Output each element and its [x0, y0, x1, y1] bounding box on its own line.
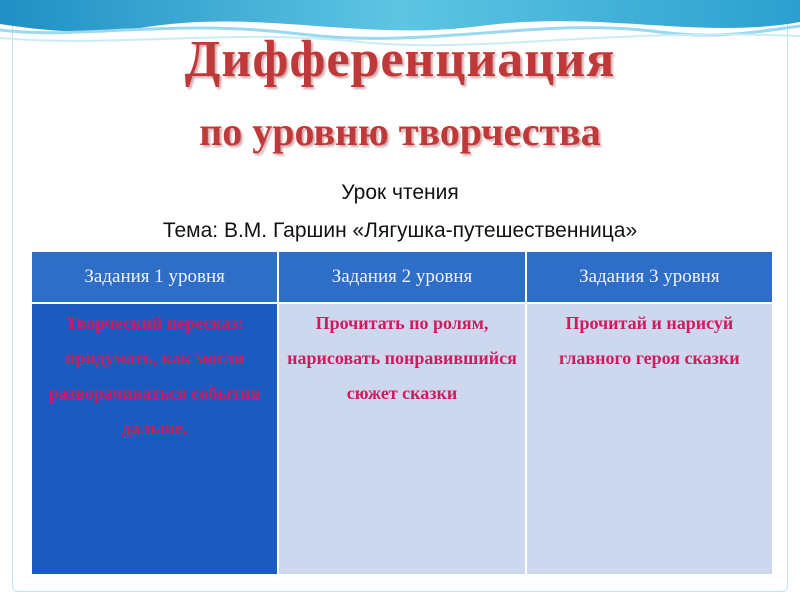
- lesson-label: Урок чтения: [341, 181, 459, 204]
- slide-title: Дифференциация: [184, 31, 616, 88]
- cell-level-1-task: Творческий пересказ: придумать, как могли разворачиваться события дальше.: [31, 303, 278, 575]
- slide-subtitle: по уровню творчества: [199, 109, 601, 154]
- header-level-2: Задания 2 уровня: [278, 251, 525, 303]
- cell-level-3-task: Прочитай и нарисуй главного героя сказки: [526, 303, 773, 575]
- table-header-row: [31, 251, 773, 303]
- header-level-1: Задания 1 уровня: [31, 251, 278, 303]
- cell-level-2-task: Прочитать по ролям, нарисовать понравившийся сюжет сказки: [278, 303, 525, 575]
- lesson-theme: Тема: В.М. Гаршин «Лягушка-путешественница»: [162, 219, 638, 242]
- header-level-3: Задания 3 уровня: [526, 251, 773, 303]
- tasks-table: [30, 250, 774, 576]
- table-row: [31, 303, 773, 575]
